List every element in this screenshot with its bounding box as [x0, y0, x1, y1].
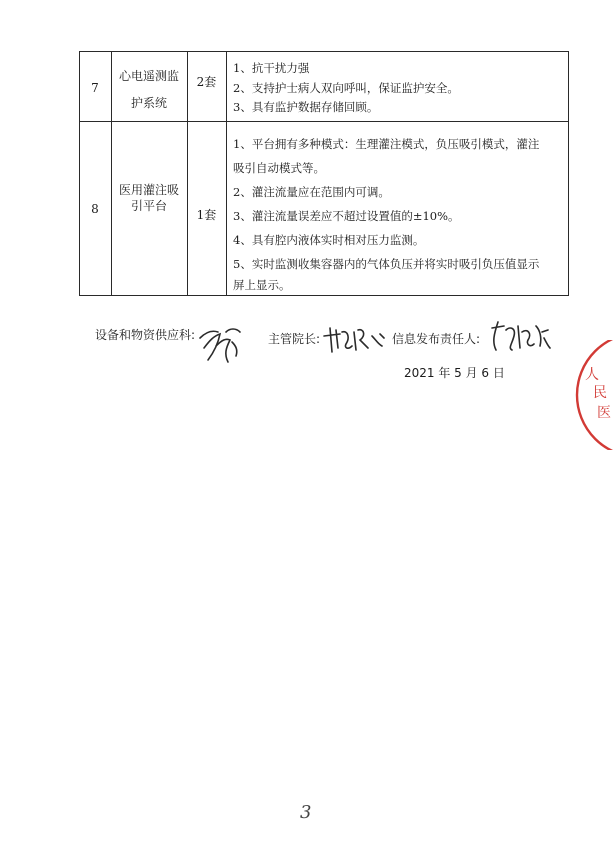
publisher-label: 信息发布责任人: — [392, 332, 481, 346]
supply-dept-signature — [196, 318, 244, 366]
spec-item: 4、具有腔内液体实时相对压力监测。 — [233, 233, 425, 247]
publisher-signature — [488, 318, 552, 356]
spec-item: 吸引自动模式等。 — [233, 161, 325, 175]
seal-char: 人 — [585, 367, 599, 383]
table-bottom-border — [79, 295, 569, 296]
device-name-line2: 护系统 — [130, 96, 167, 110]
row-index: 8 — [91, 202, 99, 216]
table-row-divider — [79, 121, 569, 122]
spec-item: 1、抗干扰力强 — [233, 61, 310, 75]
row-index: 7 — [91, 81, 99, 95]
seal-char: 民 — [593, 385, 607, 401]
seal-char: 医 — [597, 405, 611, 421]
table-col-divider — [111, 51, 112, 296]
table-right-border — [568, 51, 569, 296]
table-col-divider — [226, 51, 227, 296]
device-quantity: 1套 — [196, 208, 217, 222]
spec-item: 2、灌注流量应在范围内可调。 — [233, 185, 390, 199]
official-seal — [573, 340, 613, 450]
spec-item: 3、灌注流量误差应不超过设置值的±10%。 — [233, 209, 460, 223]
device-name-line2: 引平台 — [130, 199, 167, 213]
supply-dept-label: 设备和物资供应科: — [95, 328, 196, 342]
spec-item: 屏上显示。 — [233, 278, 291, 292]
spec-item: 5、实时监测收集容器内的气体负压并将实时吸引负压值显示 — [233, 257, 540, 271]
director-label: 主管院长: — [268, 332, 321, 346]
document-date: 2021 年 5 月 6 日 — [404, 366, 505, 380]
spec-item: 2、支持护士病人双向呼叫，保证监护安全。 — [233, 81, 459, 95]
spec-item: 3、具有监护数据存储回顾。 — [233, 100, 379, 114]
table-top-border — [79, 51, 569, 52]
director-signature — [322, 322, 388, 356]
device-quantity: 2套 — [196, 75, 217, 89]
spec-item: 1、平台拥有多种模式：生理灌注模式，负压吸引模式，灌注 — [233, 137, 540, 151]
page-number: 3 — [300, 802, 312, 823]
device-name-line1: 医用灌注吸 — [118, 183, 179, 197]
device-name-line1: 心电遥测监 — [118, 69, 179, 83]
